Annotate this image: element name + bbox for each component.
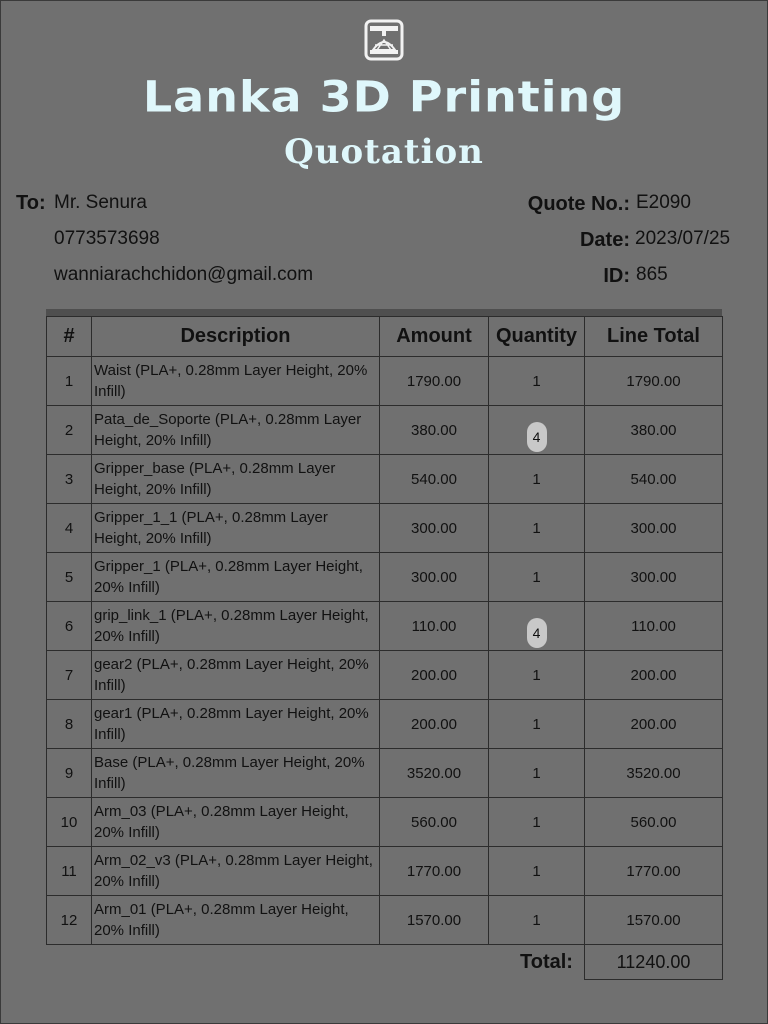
- row-quantity: 1: [489, 749, 585, 798]
- row-description: Arm_02_v3 (PLA+, 0.28mm Layer Height, 20% Infill): [92, 847, 380, 896]
- row-amount: 1770.00: [380, 847, 489, 896]
- quote-no-label: Quote No.:: [527, 193, 630, 215]
- table-row: [47, 896, 723, 945]
- row-number: 3: [47, 455, 92, 504]
- row-line-total: 300.00: [585, 553, 723, 602]
- row-amount: 540.00: [380, 455, 489, 504]
- table-top-bar: [46, 309, 722, 316]
- row-number: 5: [47, 553, 92, 602]
- total-value: 11240.00: [584, 945, 723, 980]
- row-amount: 200.00: [380, 700, 489, 749]
- table-row: [47, 847, 723, 896]
- row-number: 1: [47, 357, 92, 406]
- row-number: 2: [47, 406, 92, 455]
- row-description: Gripper_1_1 (PLA+, 0.28mm Layer Height, 20% Infill): [92, 504, 380, 553]
- id-label: ID:: [603, 265, 630, 287]
- row-amount: 560.00: [380, 798, 489, 847]
- company-name: Lanka 3D Printing: [142, 72, 626, 122]
- row-line-total: 380.00: [585, 406, 723, 455]
- row-quantity: 1: [489, 700, 585, 749]
- customer-name: Mr. Senura: [54, 192, 147, 213]
- row-description: Arm_01 (PLA+, 0.28mm Layer Height, 20% Infill): [92, 896, 380, 945]
- customer-email: wanniarachchidon@gmail.com: [54, 264, 314, 285]
- table-row: [47, 406, 723, 455]
- date-label: Date:: [579, 229, 630, 251]
- row-line-total: 300.00: [585, 504, 723, 553]
- row-description: Waist (PLA+, 0.28mm Layer Height, 20% Infill): [92, 357, 380, 406]
- row-description: Gripper_base (PLA+, 0.28mm Layer Height, 20% Infill): [92, 455, 380, 504]
- row-number: 7: [47, 651, 92, 700]
- quote-no-value: E2090: [636, 192, 691, 213]
- row-description: Base (PLA+, 0.28mm Layer Height, 20% Infill): [92, 749, 380, 798]
- row-line-total: 1770.00: [585, 847, 723, 896]
- row-description: Gripper_1 (PLA+, 0.28mm Layer Height, 20% Infill): [92, 553, 380, 602]
- document-title: Quotation: [284, 132, 484, 172]
- header-number: #: [47, 317, 92, 357]
- row-line-total: 110.00: [585, 602, 723, 651]
- row-description: Pata_de_Soporte (PLA+, 0.28mm Layer Height, 20% Infill): [92, 406, 380, 455]
- line-items-table: [46, 309, 722, 945]
- row-line-total: 560.00: [585, 798, 723, 847]
- row-amount: 300.00: [380, 553, 489, 602]
- row-number: 4: [47, 504, 92, 553]
- header-description: Description: [92, 317, 380, 357]
- row-number: 10: [47, 798, 92, 847]
- quantity-pill: 4: [527, 422, 547, 452]
- row-line-total: 200.00: [585, 700, 723, 749]
- row-amount: 380.00: [380, 406, 489, 455]
- row-quantity: 1: [489, 847, 585, 896]
- row-amount: 110.00: [380, 602, 489, 651]
- total-label: Total:: [520, 951, 573, 973]
- row-line-total: 200.00: [585, 651, 723, 700]
- row-line-total: 540.00: [585, 455, 723, 504]
- row-amount: 300.00: [380, 504, 489, 553]
- table-row: [47, 749, 723, 798]
- row-quantity: 1: [489, 651, 585, 700]
- row-amount: 3520.00: [380, 749, 489, 798]
- header-line-total: Line Total: [585, 317, 723, 357]
- table-row: [47, 357, 723, 406]
- row-quantity: [489, 602, 585, 651]
- date-value: 2023/07/25: [635, 228, 731, 249]
- row-line-total: 3520.00: [585, 749, 723, 798]
- header-amount: Amount: [380, 317, 489, 357]
- row-quantity: 1: [489, 504, 585, 553]
- customer-phone: 0773573698: [54, 228, 160, 249]
- table-row: [47, 651, 723, 700]
- table-row: [47, 700, 723, 749]
- row-quantity: 1: [489, 357, 585, 406]
- row-quantity: [489, 406, 585, 455]
- row-quantity: 1: [489, 798, 585, 847]
- quantity-pill: 4: [527, 618, 547, 648]
- to-label: To:: [16, 192, 46, 214]
- row-description: grip_link_1 (PLA+, 0.28mm Layer Height, 20% Infill): [92, 602, 380, 651]
- table-row: [47, 602, 723, 651]
- row-description: Arm_03 (PLA+, 0.28mm Layer Height, 20% Infill): [92, 798, 380, 847]
- table-row: [47, 553, 723, 602]
- row-number: 9: [47, 749, 92, 798]
- row-quantity: 1: [489, 455, 585, 504]
- row-number: 11: [47, 847, 92, 896]
- row-line-total: 1790.00: [585, 357, 723, 406]
- row-number: 12: [47, 896, 92, 945]
- row-number: 6: [47, 602, 92, 651]
- printer-logo-icon: [363, 18, 405, 62]
- table-row: [47, 504, 723, 553]
- row-amount: 1790.00: [380, 357, 489, 406]
- table-row: [47, 455, 723, 504]
- table-row: [47, 798, 723, 847]
- header-quantity: Quantity: [489, 317, 585, 357]
- row-description: gear1 (PLA+, 0.28mm Layer Height, 20% Infill): [92, 700, 380, 749]
- row-quantity: 1: [489, 553, 585, 602]
- row-amount: 200.00: [380, 651, 489, 700]
- row-quantity: 1: [489, 896, 585, 945]
- table-header-row: [47, 317, 723, 357]
- id-value: 865: [636, 264, 668, 285]
- row-number: 8: [47, 700, 92, 749]
- row-amount: 1570.00: [380, 896, 489, 945]
- row-line-total: 1570.00: [585, 896, 723, 945]
- row-description: gear2 (PLA+, 0.28mm Layer Height, 20% Infill): [92, 651, 380, 700]
